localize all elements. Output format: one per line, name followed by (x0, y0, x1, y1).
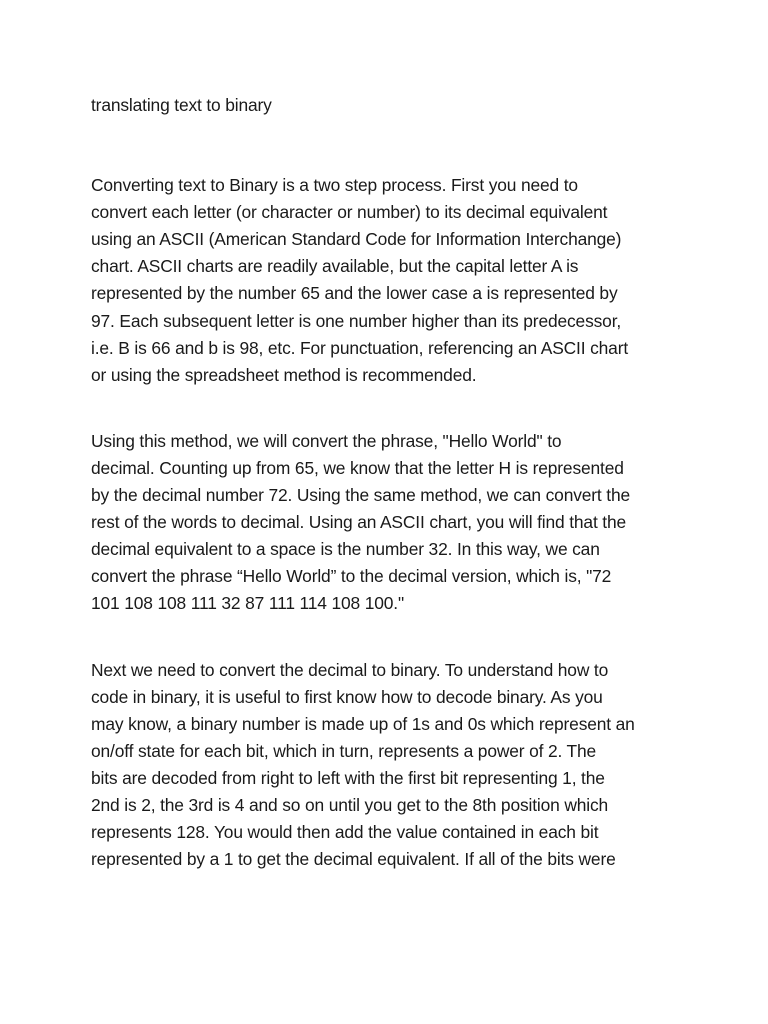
paragraph-line: code in binary, it is useful to first know how to decode binary. As you (91, 686, 603, 707)
paragraph-hello-world-decimal (91, 428, 698, 618)
paragraph-line: may know, a binary number is made up of 1s and 0s which represent an (91, 713, 635, 734)
paragraph-line: Converting text to Binary is a two step process. First you need to (91, 175, 578, 196)
paragraph-line: represented by a 1 to get the decimal equivalent. If all of the bits were (91, 849, 616, 870)
document-title: translating text to binary (91, 95, 272, 115)
paragraph-line: i.e. B is 66 and b is 98, etc. For punctuation, referencing an ASCII chart (91, 337, 629, 358)
paragraph-line: chart. ASCII charts are readily available, but the capital letter A is (91, 256, 579, 277)
paragraph-line: using an ASCII (American Standard Code for Information Interchange) (91, 229, 622, 250)
paragraph-line: Using this method, we will convert the phrase, "Hello World" to (91, 430, 562, 451)
paragraph-line: decimal equivalent to a space is the number 32. In this way, we can (91, 539, 600, 560)
paragraph-line: bits are decoded from right to left with the first bit representing 1, the (91, 767, 605, 788)
paragraph-ascii-intro (91, 172, 698, 389)
paragraph-decimal-to-binary (91, 657, 698, 874)
paragraph-line: 2nd is 2, the 3rd is 4 and so on until you get to the 8th position which (91, 794, 609, 815)
paragraph-line: 97. Each subsequent letter is one number higher than its predecessor, (91, 310, 622, 331)
paragraph-line: represented by the number 65 and the lower case a is represented by (91, 283, 618, 304)
paragraph-line: on/off state for each bit, which in turn, represents a power of 2. The (91, 740, 597, 761)
paragraph-line: by the decimal number 72. Using the same method, we can convert the (91, 485, 631, 506)
paragraph-line: decimal. Counting up from 65, we know that the letter H is represented (91, 457, 624, 478)
paragraph-line: convert each letter (or character or number) to its decimal equivalent (91, 202, 608, 223)
paragraph-line: or using the spreadsheet method is recommended. (91, 364, 477, 385)
paragraph-line: convert the phrase “Hello World” to the decimal version, which is, "72 (91, 566, 612, 587)
paragraph-line: represents 128. You would then add the value contained in each bit (91, 822, 599, 843)
paragraph-line: Next we need to convert the decimal to binary. To understand how to (91, 659, 609, 680)
paragraph-line: rest of the words to decimal. Using an ASCII chart, you will find that the (91, 512, 627, 533)
paragraph-line: 101 108 108 111 32 87 111 114 108 100." (91, 593, 404, 614)
